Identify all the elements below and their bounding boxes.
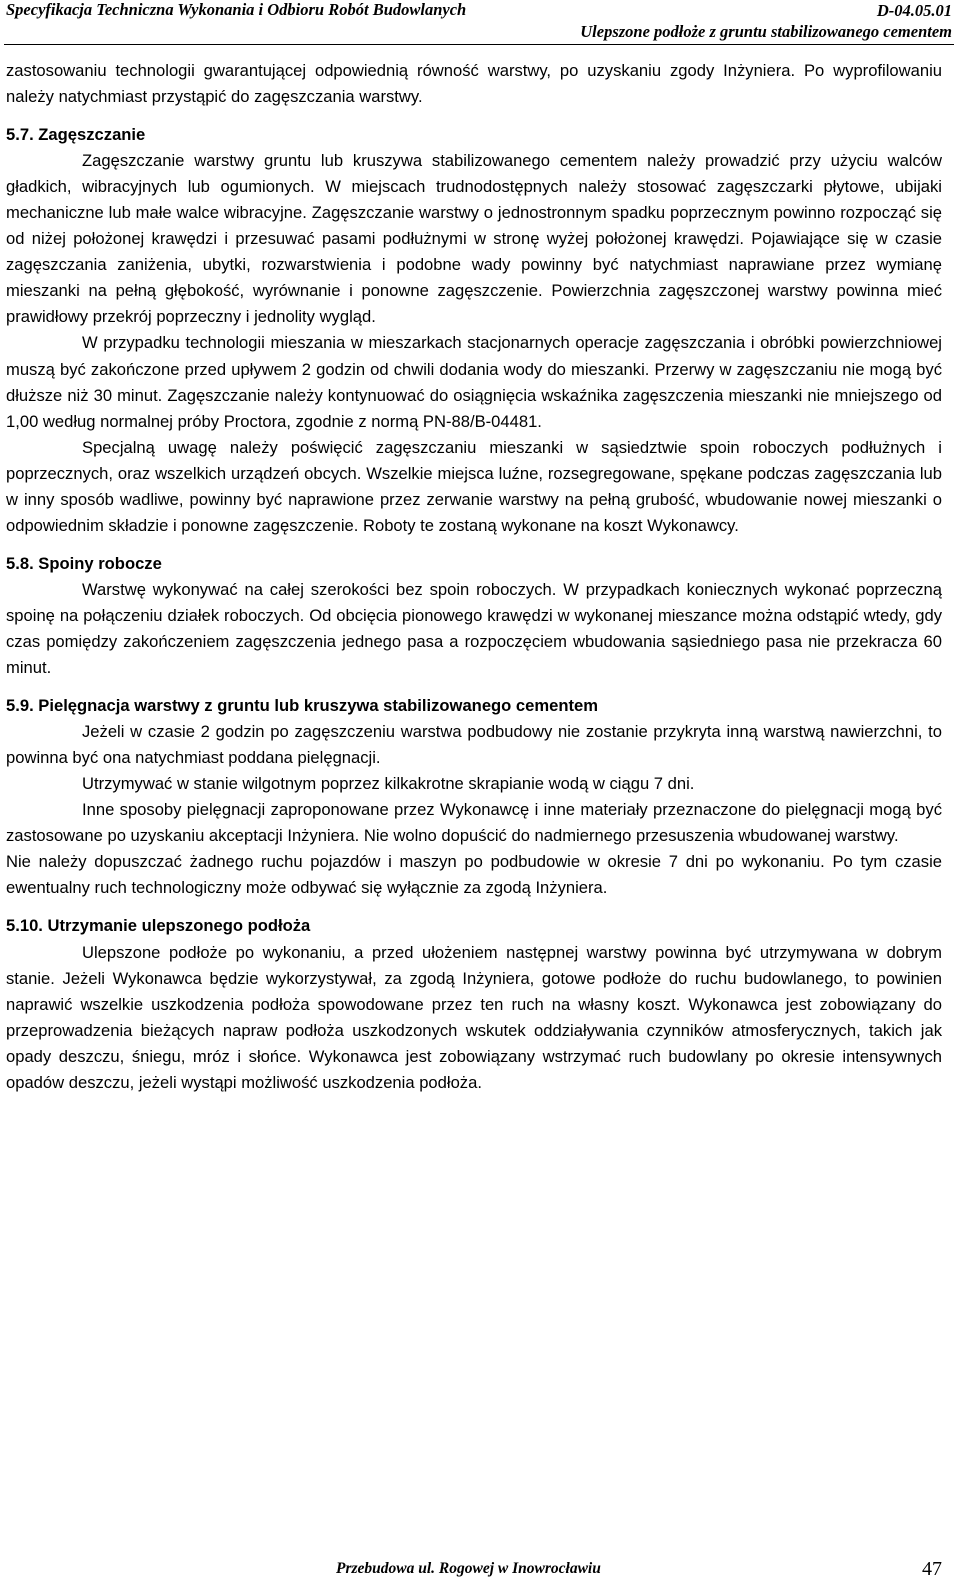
header-divider xyxy=(4,44,954,45)
page-footer xyxy=(0,1558,960,1584)
section-5-9-paragraph-2: Utrzymywać w stanie wilgotnym poprzez kilkakrotne skrapianie wodą w ciągu 7 dni. xyxy=(82,774,695,794)
header-spec-title: Specyfikacja Techniczna Wykonania i Odbioru Robót Budowlanych xyxy=(6,0,467,19)
section-5-8-heading: 5.8. Spoiny robocze xyxy=(6,553,162,573)
section-5-7-paragraph-3: Specjalną uwagę należy poświęcić zagęszczaniu mieszanki w sąsiedztwie spoin roboczych podłużnych i poprzecznych, oraz wszelkich urządzeń obcych. Wszelkie miejsca luźne, rozsegregowane, spękane podczas zagęszczania lub w inny sposób wadliwe, powinny być naprawione przez zerwanie warstwy na pełną grubość, wbudowanie nowej mieszanki o odpowiednim składzie i ponowne zagęszczenie. Roboty te zostaną wykonane na koszt Wykonawcy. xyxy=(6,437,942,535)
header-code: D-04.05.01 xyxy=(876,1,952,20)
section-5-8-paragraph-1: Warstwę wykonywać na całej szerokości bez spoin roboczych. W przypadkach koniecznych wykonać poprzeczną spoinę na połączeniu działek roboczych. Od obcięcia pionowego krawędzi w wykonanej mieszance można odstąpić wtedy, gdy czas pomiędzy zakończeniem zagęszczenia jednego pasa a rozpoczęciem wbudowania sąsiedniego pasa nie przekracza 60 minut. xyxy=(6,579,942,678)
section-5-10-heading: 5.10. Utrzymanie ulepszonego podłoża xyxy=(6,916,311,936)
header-right xyxy=(580,0,952,42)
section-5-9-paragraph-1: Jeżeli w czasie 2 godzin po zagęszczeniu warstwa podbudowy nie zostanie przykryta inną warstwą nawierzchni, to powinna być ona natychmiast poddana pielęgnacji. xyxy=(6,722,942,768)
intro-paragraph: zastosowaniu technologii gwarantującej odpowiednią równość warstwy, po uzyskaniu zgody Inżyniera. Po wyprofilowaniu należy natychmiast przystąpić do zagęszczania warstwy. xyxy=(6,61,942,107)
document-body xyxy=(6,58,942,1096)
section-5-9-heading: 5.9. Pielęgnacja warstwy z gruntu lub kruszywa stabilizowanego cementem xyxy=(6,696,599,716)
section-5-10-paragraph-1: Ulepszone podłoże po wykonaniu, a przed ułożeniem następnej warstwy powinna być utrzymywana w dobrym stanie. Jeżeli Wykonawca będzie wykorzystywał, za zgodą Inżyniera, gotowe podłoże do ruchu budowlanego, to powinien naprawić wszelkie uszkodzenia podłoża spowodowane przez ten ruch na własny koszt. Wykonawca jest zobowiązany do przeprowadzenia bieżących napraw podłoża uszkodzonych wskutek oddziaływania czynników atmosferycznych, takich jak opady deszczu, śniegu, mróz i słońce. Wykonawca jest zobowiązany wstrzymać ruch budowlany po okresie intensywnych opadów deszczu, jeżeli wystąpi możliwość uszkodzenia podłoża. xyxy=(6,942,942,1092)
page-number: 47 xyxy=(922,1558,942,1580)
section-5-7-paragraph-1: Zagęszczanie warstwy gruntu lub kruszywa stabilizowanego cementem należy prowadzić przy użyciu walców gładkich, wibracyjnych lub ogumionych. W miejscach trudnodostępnych należy stosować zagęszczarki płytowe, ubijaki mechaniczne lub małe walce wibracyjne. Zagęszczanie warstwy o jednostronnym spadku poprzecznym powinno rozpocząć się od niżej położonej krawędzi i przesuwać pasami podłużnymi w stronę wyżej położonej krawędzi. Pojawiające się w czasie zagęszczania zaniżenia, ubytki, rozwarstwienia i podobne wady powinny być natychmiast naprawiane przez wymianę mieszanki na pełną głębokość, wyrównanie i ponowne zagęszczenie. Powierzchnia zagęszczonej warstwy powinna mieć prawidłowy przekrój poprzeczny i jednolity wygląd. xyxy=(6,151,942,327)
section-5-9-paragraph-4: Nie należy dopuszczać żadnego ruchu pojazdów i maszyn po podbudowie w okresie 7 dni po wykonaniu. Po tym czasie ewentualny ruch technologiczny może odbywać się wyłącznie za zgodą Inżyniera. xyxy=(6,852,942,898)
section-5-7-heading: 5.7. Zagęszczanie xyxy=(6,125,146,145)
section-5-7-paragraph-2: W przypadku technologii mieszania w mieszarkach stacjonarnych operacje zagęszczania i obróbki powierzchniowej muszą być zakończone przed upływem 2 godzin od chwili dodania wody do mieszanki. Przerwy w zagęszczaniu nie mogą być dłuższe niż 30 minut. Zagęszczanie należy kontynuować do osiągnięcia wskaźnika zagęszczenia mieszanki nie mniejszego od 1,00 według normalnej próby Proctora, zgodnie z normą PN-88/B-04481. xyxy=(6,333,942,431)
section-5-9-paragraph-3: Inne sposoby pielęgnacji zaproponowane przez Wykonawcę i inne materiały przeznaczone do pielęgnacji mogą być zastosowane po uzyskaniu akceptacji Inżyniera. Nie wolno dopuścić do nadmiernego przesuszenia wbudowanej warstwy. xyxy=(6,800,942,846)
header-subtitle: Ulepszone podłoże z gruntu stabilizowanego cementem xyxy=(580,22,952,41)
footer-project-name: Przebudowa ul. Rogowej w Inowrocławiu xyxy=(336,1560,601,1577)
